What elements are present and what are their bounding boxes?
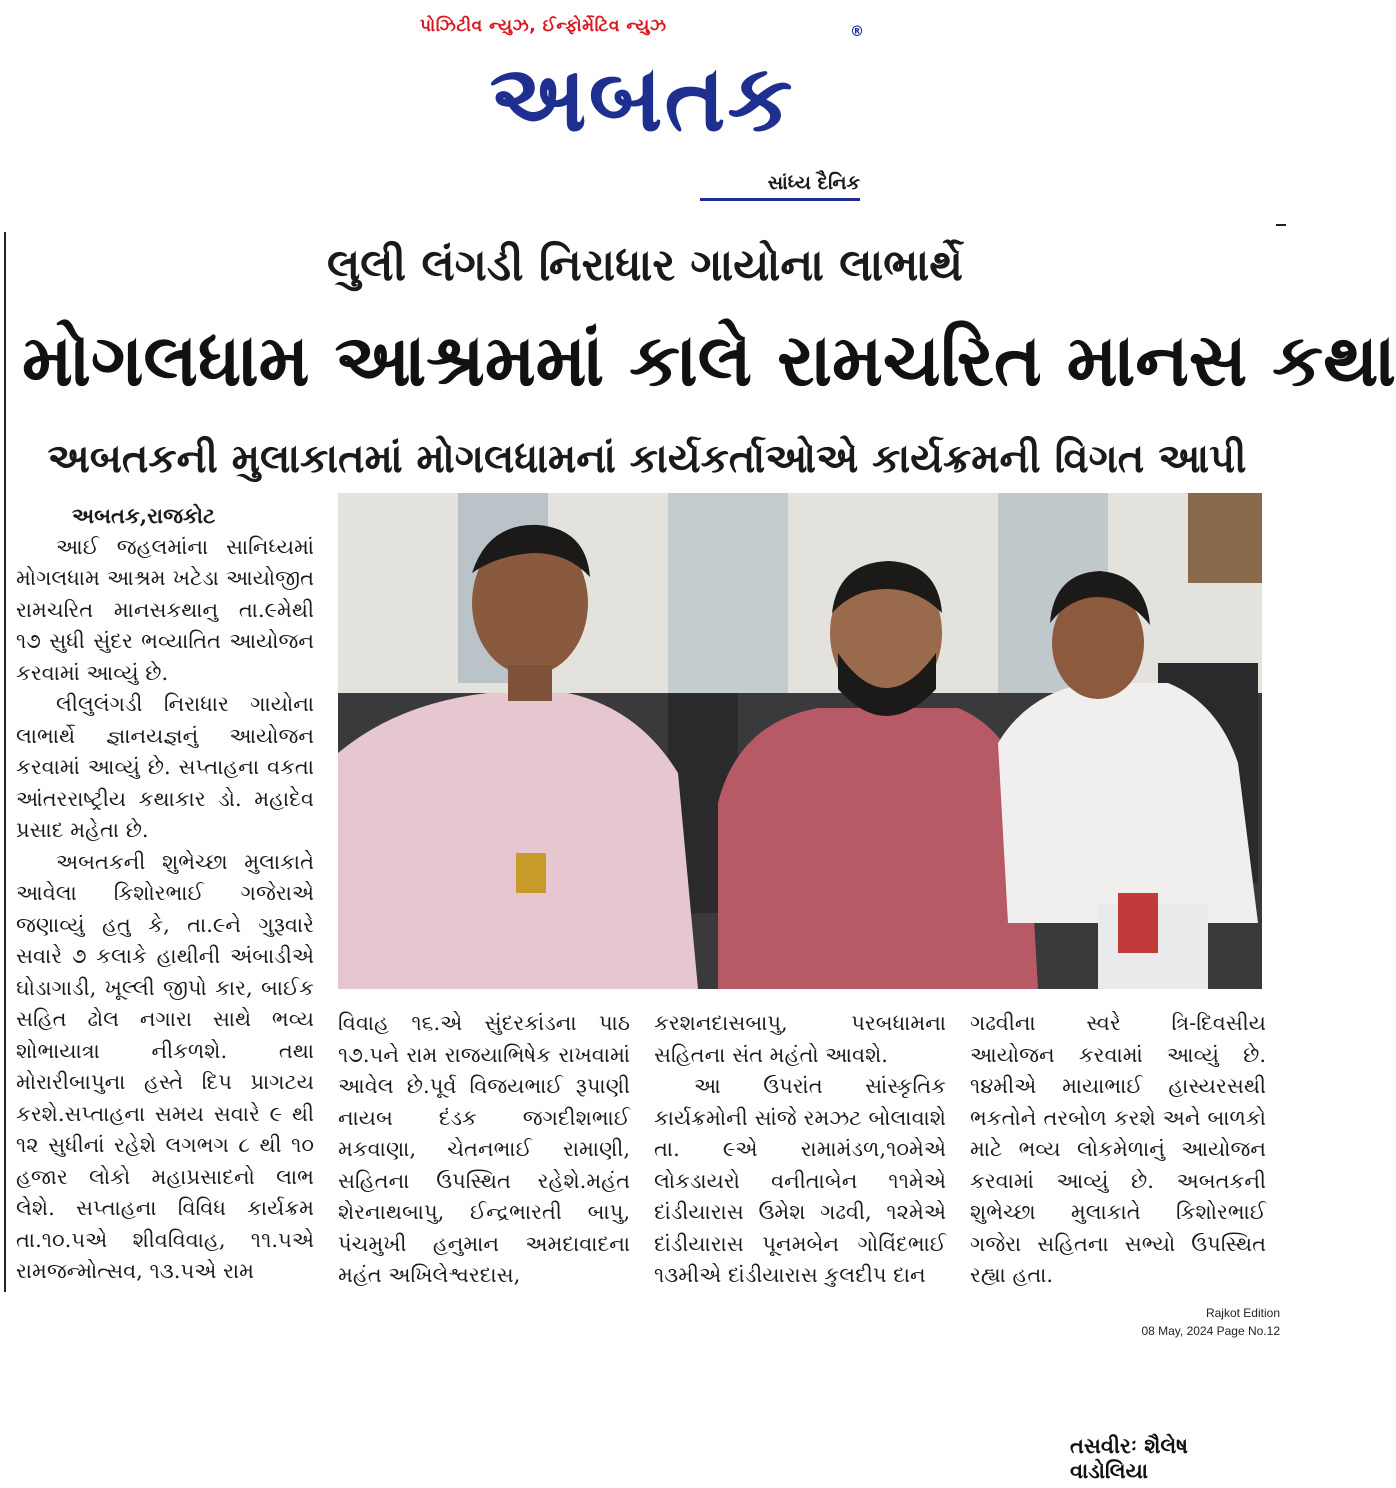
article-column-1 [16,500,314,1288]
paragraph: ગઢવીના સ્વરે ત્રિ-દિવસીય આયોજન કરવામાં આવ્યું છે. ૧૪મીએ માયાભાઈ હાસ્યરસથી ભકતોને તરબોળ કરશે અને બાળકો માટે ભવ્ય લોકમેળાનું આયોજન કરવામાં આવ્યું છે. અબતકની શુભેચ્છા મુલાકાતે કિશોરભાઈ ગજેરા સહિતના સભ્યો ઉપસ્થિત રહ્યા હતા. [970,1011,1266,1287]
masthead-logo [418,40,866,158]
corner-mark [1276,224,1286,226]
paragraph: લીલુલંગડી નિરાધાર ગાયોના લાભાર્થે જ્ઞાનયજ્ઞનું આયોજન કરવામાં આવ્યું છે. સપ્તાહના વકતા આંતરરાષ્ટ્રીય કથાકાર ડો. મહાદેવ પ્રસાદ મહેતા છે. [16,692,314,842]
registered-mark: ® [850,24,864,40]
subbrand-underline [700,198,860,201]
article-headline: મોગલધામ આશ્રમમાં કાલે રામચરિત માનસ કથા [22,318,1396,402]
paragraph: આઈ જહલમાંના સાનિધ્યમાં મોગલધામ આશ્રમ ખટેડા આયોજીત રામચરિત માનસકથાનુ તા.૯મેથી ૧૭ સુધી સુંદર ભવ્યાતિત આયોજન કરવામાં આવ્યું છે. [16,534,314,685]
article-kicker: લુલી લંગડી નિરાધાર ગાયોના લાભાર્થે [327,240,963,291]
article-column-2 [338,1008,630,1292]
photo-caption: તસવીરઃ શૈલેષ વાડોલિયા [1060,1430,1262,1488]
article-subhead: અબતકની મુલાકાતમાં મોગલધામનાં કાર્યકર્તાઓએ કાર્યક્રમની વિગત આપી [47,436,1247,482]
page-footer [1141,1304,1280,1340]
article-column-3 [654,1008,946,1292]
paragraph: કરશનદાસબાપુ, પરબધામના સહિતના સંત મહંતો આવશે. [654,1011,946,1067]
edition-label: Rajkot Edition [1205,1306,1280,1320]
paragraph: વિવાહ ૧૬.એ સુંદરકાંડના પાઠ ૧૭.૫ને રામ રાજયાભિષેક રાખવામાં આવેલ છે.પૂર્વ વિજયભાઈ રૂપાણી નાયબ દંડક જગદીશભાઈ મકવાણા, ચેતનભાઈ રામાણી, સહિતના ઉપસ્થિત રહેશે.મહંત શેરનાથબાપુ, ઈન્દ્રભારતી બાપુ, પંચમુખી હનુમાન અમદાવાદના મહંત અખિલેશ્વરદાસ, [338,1011,630,1287]
left-rule [4,232,6,1292]
photo-illustration [338,493,1262,989]
paragraph: આ ઉપરાંત સાંસ્કૃતિક કાર્યક્રમોની સાંજે રમઝટ બોલાવાશે તા. ૯એ રામામંડળ,૧૦મેએ લોકડાયરો વનીતાબેન ૧૧મેએ દાંડીયારાસ ઉમેશ ગઢવી, ૧૨મેએ દાંડીયારાસ પૂનમબેન ગોવિંદભાઈ ૧૩મીએ દાંડીયારાસ કુલદીપ દાન [654,1074,946,1287]
article-column-4 [970,1008,1266,1292]
dateline: અબતક,રાજકોટ [72,503,216,528]
masthead-subbrand: સાંધ્ય દૈનિક [767,172,860,194]
masthead-tagline: પોઝિટીવ ન્યુઝ, ઈન્ફોર્મેટિવ ન્યુઝ [420,16,667,36]
logo-text: અબતક [489,45,795,152]
paragraph: અબતકની શુભેચ્છા મુલાકાતે આવેલા કિશોરભાઈ ગજેરાએ જણાવ્યું હતુ કે, તા.૯ને ગુરૂવારે સવારે ૭ કલાકે હાથીની અંબાડીએ ઘોડાગાડી, ખૂલ્લી જીપો કાર, બાઈક સહિત ઢોલ નગારા સાથે ભવ્ય શોભાયાત્રા નીકળશે. તથા મોરારીબાપુના હસ્તે દિપ પ્રાગટય કરશે.સપ્તાહના સમય સવારે ૯ થી ૧૨ સુધીનાં રહેશે લગભગ ૮ થી ૧૦ હજાર લોકો મહાપ્રસાદનો લાભ લેશે. સપ્તાહના વિવિધ કાર્યક્રમ તા.૧૦.૫એ શીવવિવાહ, ૧૧.૫એ રામજન્મોત્સવ, ૧૩.૫એ રામ [16,849,314,1283]
date-page-label: 08 May, 2024 Page No.12 [1141,1324,1280,1338]
